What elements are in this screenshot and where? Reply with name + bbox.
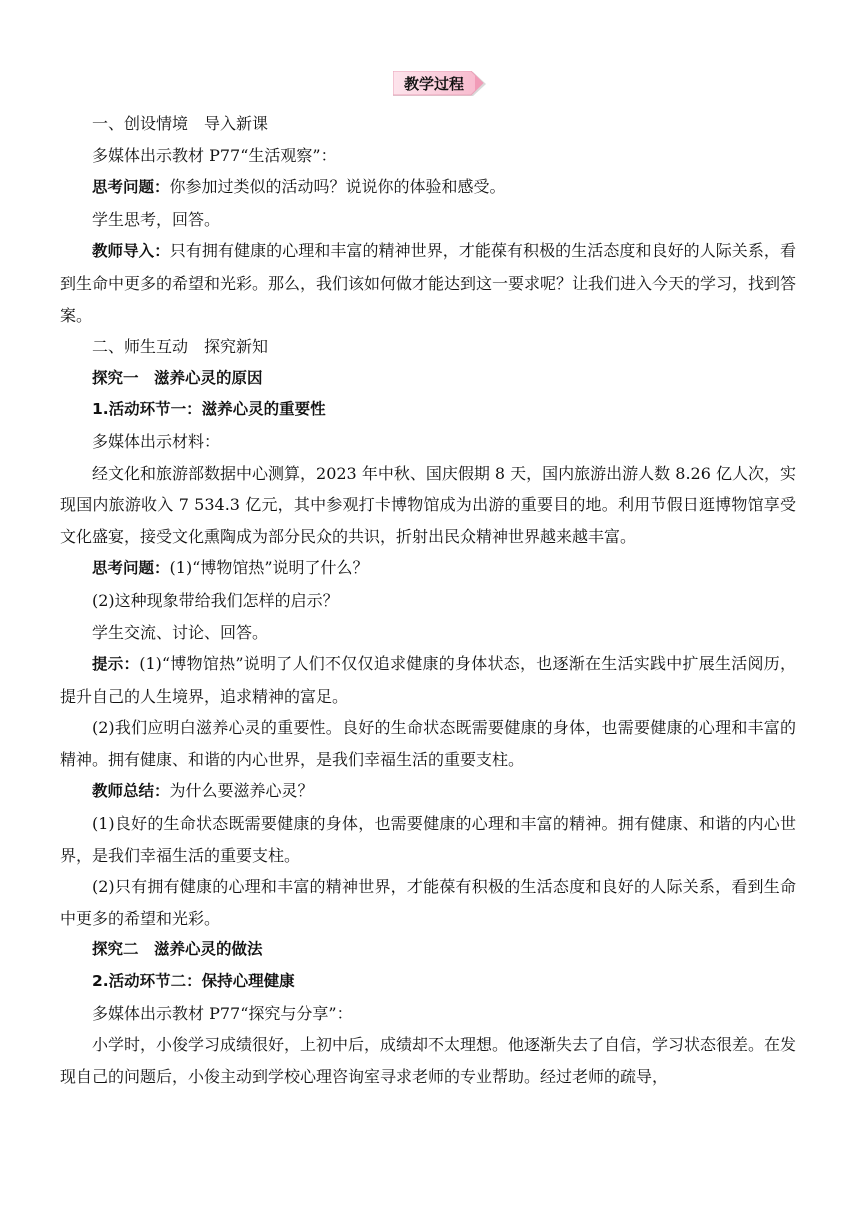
paragraph-lead-label: 教师总结： [92, 782, 170, 801]
paragraph [60, 171, 796, 204]
paragraph [60, 775, 796, 808]
paragraph: 多媒体出示材料： [92, 431, 221, 451]
paragraph: 一、创设情境 导入新课 [92, 114, 269, 133]
lesson-body [60, 108, 796, 1092]
section-heading: 探究一 滋养心灵的原因 [92, 368, 263, 387]
paragraph: (2)只有拥有健康的心理和丰富的精神世界，才能葆有积极的生活态度和良好的人际关系，看到生命中更多的希望和光彩。 [60, 877, 796, 928]
paragraph: (2)我们应明白滋养心灵的重要性。良好的生命状态既需要健康的身体，也需要健康的心理和丰富的精神。拥有健康、和谐的内心世界，是我们幸福生活的重要支柱。 [60, 718, 796, 769]
section-heading: 2.活动环节二：保持心理健康 [92, 972, 295, 991]
paragraph [60, 235, 796, 331]
paragraph: (2)这种现象带给我们怎样的启示？ [92, 590, 339, 610]
paragraph-lead-label: 提示： [92, 655, 140, 674]
paragraph-lead-label: 思考问题： [92, 559, 170, 578]
section-banner [0, 71, 860, 97]
paragraph [60, 648, 796, 712]
paragraph-text: (1)“博物馆热”说明了人们不仅仅追求健康的身体状态，也逐渐在生活实践中扩展生活阅历，提升自己的人生境界，追求精神的富足。 [60, 654, 796, 706]
paragraph: 小学时，小俊学习成绩很好，上初中后，成绩却不太理想。他逐渐失去了自信，学习状态很差。在发现自己的问题后，小俊主动到学校心理咨询室寻求老师的专业帮助。经过老师的疏导， [60, 1035, 797, 1086]
banner-tag [393, 71, 487, 97]
paragraph-text: 为什么要滋养心灵？ [169, 781, 314, 801]
paragraph-lead-label: 教师导入： [92, 242, 170, 261]
paragraph-text: 只有拥有健康的心理和丰富的精神世界，才能葆有积极的生活态度和良好的人际关系，看到生命中更多的希望和光彩。那么，我们该如何做才能达到这一要求呢？让我们进入今天的学习，找到答案。 [60, 241, 797, 325]
paragraph-lead-label: 思考问题： [92, 178, 170, 197]
paragraph: 学生思考，回答。 [92, 209, 221, 229]
paragraph: 经文化和旅游部数据中心测算，2023 年中秋、国庆假期 8 天，国内旅游出游人数 8.26 亿人次，实现国内旅游收入 7 534.3 亿元，其中参观打卡博物馆成为出游的重要目的地。利用节假日逛博物馆享受文化盛宴，接受文化熏陶成为部分民众的共识，折射出民众精神世界越来越丰富。 [60, 463, 796, 546]
section-heading: 探究二 滋养心灵的做法 [92, 940, 263, 959]
paragraph: 多媒体出示教材 P77“生活观察”： [92, 145, 337, 165]
paragraph-text: 你参加过类似的活动吗？说说你的体验和感受。 [169, 177, 506, 197]
paragraph [60, 552, 796, 585]
section-heading: 1.活动环节一：滋养心灵的重要性 [92, 400, 326, 419]
paragraph-text: (1)“博物馆热”说明了什么？ [169, 558, 369, 578]
paragraph: 多媒体出示教材 P77“探究与分享”： [92, 1003, 353, 1023]
banner-title: 教学过程 [403, 75, 464, 93]
paragraph: 二、师生互动 探究新知 [92, 337, 269, 357]
paragraph: 学生交流、讨论、回答。 [92, 622, 269, 642]
paragraph: (1)良好的生命状态既需要健康的身体，也需要健康的心理和丰富的精神。拥有健康、和谐的内心世界，是我们幸福生活的重要支柱。 [60, 814, 796, 865]
